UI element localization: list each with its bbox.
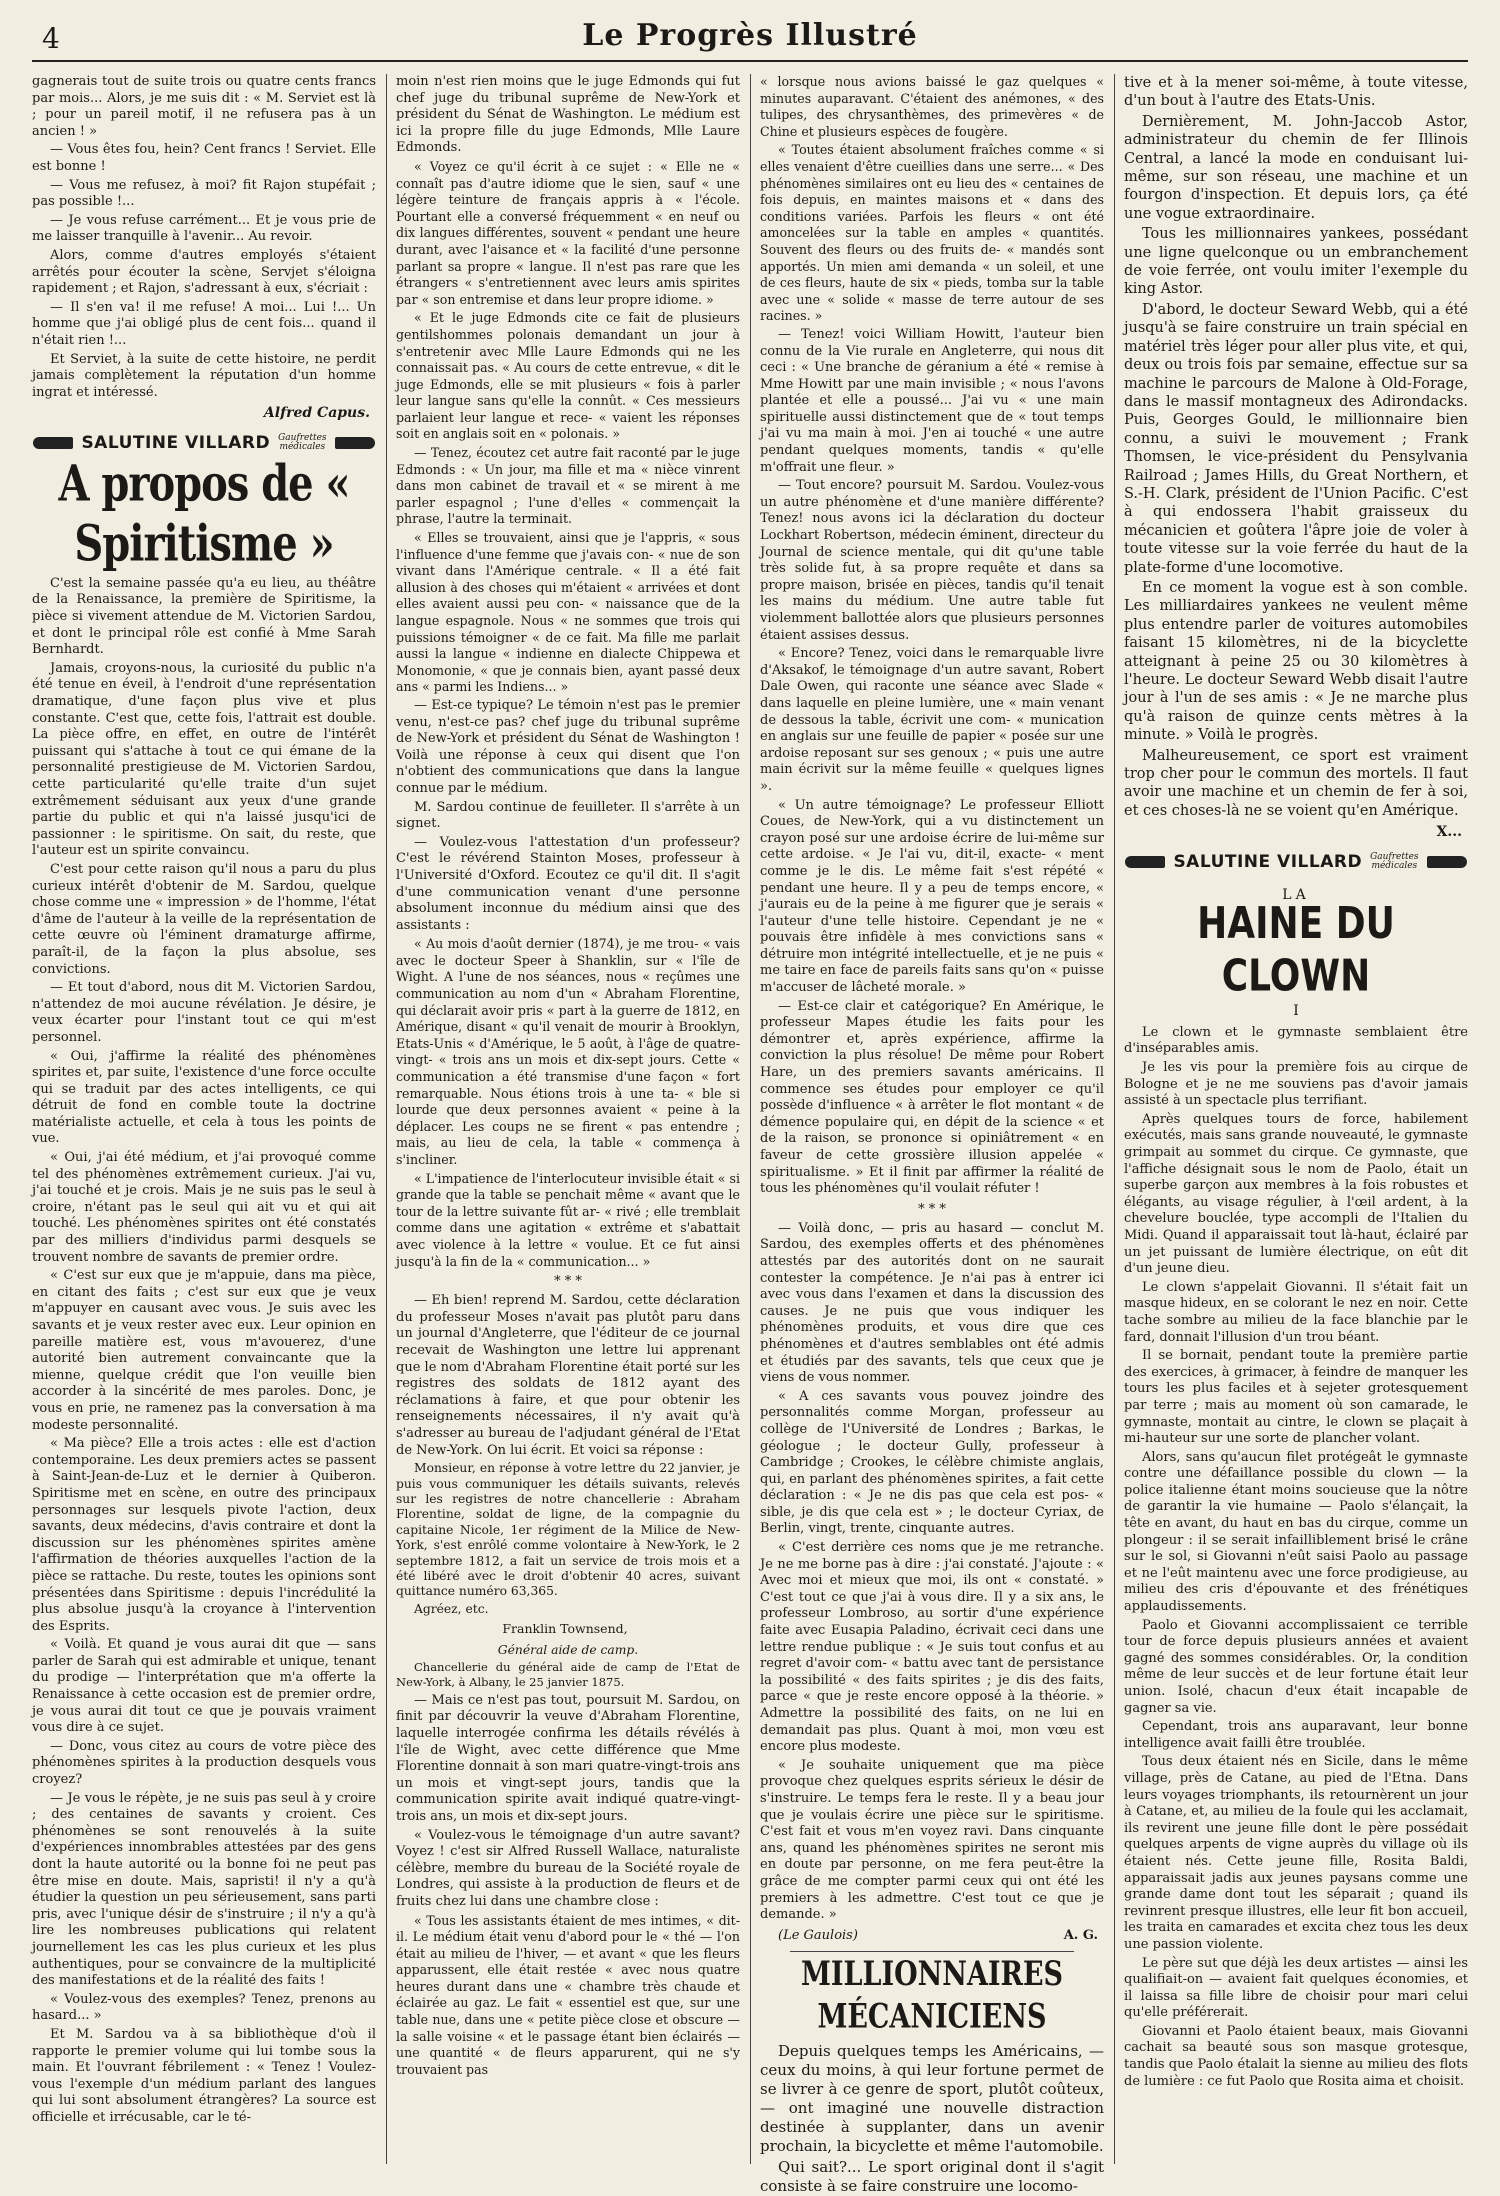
paragraph: Et M. Sardou va à sa bibliothèque d'où il rapporte le premier volume qui lui tombe sous la main. Et l'ouvrant fébrilement : « Tenez ! Voulez-vous l'exemple d'un médium parlant des langues qui lui sont absolument étrangères? La source est officielle et irrécusable, car le té- <box>32 2026 376 2125</box>
chapter-number: I <box>1293 1002 1299 1019</box>
paragraph: — Est-ce typique? Le témoin n'est pas le premier venu, n'est-ce pas? chef juge du tribunal suprême de New-York et président du Sénat de Washington ! Voilà une réponse à ceux qui disent que l'on n'obtient des communications que dans la langue connue par le médium. <box>396 697 740 796</box>
paragraph: — Est-ce clair et catégorique? En Amérique, le professeur Mapes étudie les faits pour les démontrer et, après expérience, affirme la conviction la plus résolue! De même pour Robert Hare, un des premiers savants américains. Il commence ses études pour employer ce qu'il possède d'influence « à arrêter le flot montant « de démence populaire qui, en dépit de la science « et de la raison, se prononce si opiniâtrement « en faveur de cette grossière illusion appelée « spiritualisme. » Et il finit par affirmer la réalité de tous les phénomènes qu'il voulait réfuter ! <box>760 998 1104 1197</box>
letter-signature-title: Général aide de camp. <box>497 1642 639 1657</box>
paragraph: — Tout encore? poursuit M. Sardou. Voulez-vous un autre phénomène et d'une manière différente? Tenez! nous avons ici la déclaration du docteur Lockhart Robertson, médecin éminent, directeur du Journal de science mentale, qui dit qu'une table très solide fut, à sa propre requête et dans sa propre maison, brisée en pièces, tandis qu'il tenait les mains du médium. Une autre table fut violemment ballottée alors que plusieurs personnes étaient assises dessus. <box>760 478 1104 643</box>
paragraph: « Toutes étaient absolument fraîches comme « si elles venaient d'être cueillies dans une serre... « Des phénomènes similaires ont eu lieu des « centaines de fois depuis, en maintes maisons et « dans des conditions variées. Parfois les fleurs « ont été amoncelées sur la table en amples « quantités. Souvent des fleurs ou des fruits de- « mandés sont apportés. Un mien ami demanda « un soleil, et une de ces fleurs, haute de six « pieds, tomba sur la table avec une « solide « masse de terre autour de ses racines. » <box>760 142 1104 324</box>
paragraph: Depuis quelques temps les Américains, — ceux du moins, à qui leur fortune permet de se livrer à ce genre de sport, plutôt coûteux, — ont imaginé une nouvelle distraction destinée à supplanter, dans un avenir prochain, la bicyclette et même l'automobile. <box>760 2041 1104 2155</box>
paragraph: Paolo et Giovanni accomplissaient ce terrible tour de force depuis plusieurs années et avaient gagné des sommes considérables. Or, la condition même de leur succès et de leur fortune était leur union. Isolé, chacun d'eux était incapable de gagner sa vie. <box>1124 1617 1468 1716</box>
section-separator: * * * <box>554 1274 582 1290</box>
paragraph: Dernièrement, M. John-Jaccob Astor, administrateur du chemin de fer Illinois Central, a lancé la mode en conduisant lui-même, sur son réseau, une machine et un fourgon d'inspection. Et depuis lors, ça été une vogue extraordinaire. <box>1124 113 1468 222</box>
paragraph: gagnerais tout de suite trois ou quatre cents francs par mois... Alors, je me suis dit : « M. Serviet est là ; pour un pareil motif, il ne refusera pas à un ancien ! » <box>32 74 376 139</box>
paragraph: « C'est derrière ces noms que je me retranche. Je ne me borne pas à dire : j'ai constaté. J'ajoute : « Avec moi et mieux que moi, ils ont « constaté. » C'est tout ce que j'ai à vous dire. Il y a six ans, le professeur Lombroso, au sortir d'une expérience faite avec Eusapia Paladino, écrivait ceci dans une lettre rendue publique : « Je suis tout confus et au regret d'avoir com- « battu avec tant de persistance la possibilité « des faits spirites ; je dis des faits, parce « que je reste encore opposé à la théorie. » Admettre la possibilité des faits, on ne lui en demandait pas plus. Quant à moi, mon vœu est encore plus modeste. <box>760 1540 1104 1755</box>
masthead <box>32 18 1468 62</box>
paragraph: « Ma pièce? Elle a trois actes : elle est d'action contemporaine. Les deux premiers actes se passent à Saint-Jean-de-Luz et le dernier à Quiberon. Spiritisme met en scène, en outre des principaux personnages sur lesquels pivote l'action, deux savants, deux médecins, d'avis contraire et dont la discussion sur les phénomènes spirites amène l'affirmation de théories auxquelles l'action de la pièce se rattache. Du reste, toutes les opinions sont présentées dans Spiritisme : depuis l'incrédulité la plus absolue jusqu'à la croyance à l'intervention des Esprits. <box>32 1436 376 1634</box>
paragraph: — Voulez-vous l'attestation d'un professeur? C'est le révérend Stainton Moses, professeur à l'Université d'Oxford. Ecoutez ce qu'il dit. Il s'agit d'une communication venant d'une personne absolument inconnue du médium ainsi que des assistants : <box>396 834 740 933</box>
paragraph: Après quelques tours de force, habilement exécutés, mais sans grande nouveauté, le gymnaste grimpait au sommet du cirque. Ce gymnaste, que l'affiche désignait sous le nom de Paolo, était un superbe garçon aux membres à la fois robustes et élégants, au visage régulier, à l'œil ardent, à la chevelure bouclée, type accompli de l'Italien du Midi. Quand il apparaissait tout là-haut, éclairé par un jet puissant de lumière électrique, on eût dit d'un jeune dieu. <box>1124 1111 1468 1277</box>
paragraph: « Voyez ce qu'il écrit à ce sujet : « Elle ne « connaît pas d'autre idiome que le sien, sauf « une légère teinture de français appris à « l'école. Pourtant elle a conversé fréquemment « en neuf ou dix langues différentes, souvent « pendant une heure durant, avec l'aisance et « la facilité d'une personne parlant sa propre « langue. Il n'est pas rare que les étrangers « s'entretiennent avec leurs amis spirites par « son entremise et dans leur propre idiome. » <box>396 158 740 307</box>
paragraph: tive et à la mener soi-même, à toute vitesse, d'un bout à l'autre des Etats-Unis. <box>1124 75 1468 110</box>
pointing-hand-icon <box>335 437 375 449</box>
paragraph: Tous deux étaient nés en Sicile, dans le même village, près de Catane, au pied de l'Etna. Dans leurs voyages triomphants, ils retournèrent un jour à Catane, et, au milieu de la foule qui les acclamait, ils revirent une jeune fille dont le père possédait quelques arpents de vigne auprès du village où ils étaient nés. Cette jeune fille, Rosita Baldi, apparaissait jadis aux jeunes paysans comme une grande dame dont tout les séparait ; quand ils revinrent presque illustres, elle leur fit bon accueil, les traita en camarades et excita chez tous les deux une passion violente. <box>1124 1754 1468 1952</box>
column-rule <box>386 74 387 2164</box>
quoted-letter <box>396 1461 740 1691</box>
paragraph: « Au mois d'août dernier (1874), je me trou- « vais avec le docteur Speer à Shanklin, sur « l'île de Wight. A l'une de nos séances, nous « reçûmes une communication au nom d'un « Abraham Florentine, qui déclarait avoir pris « part à la guerre de 1812, en Amérique, disant « qu'il venait de mourir à Brooklyn, Etats-Unis « d'Amérique, le 5 août, à l'âge de quatre-vingt- « trois ans un mois et dix-sept jours. Cette « communication a été transmise d'une façon « fort remarquable. Nous étions trois à une ta- « ble si lourde que deux personnes avaient « peine à la déplacer. Les coups ne se firent « pas entendre ; mais, au lieu de cela, la table « commença à s'incliner. <box>396 936 740 1167</box>
paragraph: « Un autre témoignage? Le professeur Elliott Coues, de New-York, qui a vu distinctement un crayon posé sur une ardoise écrire de lui-même sur cette ardoise. « Je l'ai vu, dit-il, exacte- « ment comme je le dis. Le même fait s'est répété « pendant une heure. Il y a peu de temps encore, « j'aurais eu de la peine à me figurer que je serais « l'auteur d'une telle histoire. Cependant je ne « pouvais être infidèle à mes convictions sans « détruire mon intégrité intellectuelle, et je ne puis « me taire en face de pareils faits sans qu'on « puisse m'accuser de lâcheté morale. » <box>760 797 1104 996</box>
article-headline: A propos de « Spiritisme » <box>58 453 350 573</box>
column-3 <box>760 74 1104 2195</box>
paragraph: Le clown s'appelait Giovanni. Il s'était fait un masque hideux, en se colorant le nez en noir. Cette tache sombre au milieu de la face blanchie par le fard, donnait l'illusion d'un trou béant. <box>1124 1279 1468 1345</box>
paragraph: — Je vous refuse carrément... Et je vous prie de me laisser tranquille à l'avenir... Au revoir. <box>32 212 376 245</box>
section-separator: * * * <box>918 1201 946 1217</box>
paragraph: M. Sardou continue de feuilleter. Il s'arrête à un signet. <box>396 799 740 832</box>
paragraph: Malheureusement, ce sport est vraiment trop cher pour le commun des mortels. Il faut avoir une machine et un chemin de fer à soi, et ces choses-là ne se voient qu'en Amérique. <box>1124 747 1468 819</box>
advertisement-banner <box>32 430 376 456</box>
story-title-prefix: LA <box>1282 886 1310 903</box>
paragraph: Alors, comme d'autres employés s'étaient arrêtés pour écouter la scène, Servjet s'éloigna rapidement ; et Rajon, s'adressant à eux, s'écriait : <box>32 247 376 297</box>
paragraph: « Tous les assistants étaient de mes intimes, « dit-il. Le médium était venu d'abord pour le « thé — l'on était au milieu de l'hiver, — et avant « que les fleurs apparussent, elle était restée « avec nous quatre heures durant dans une « chambre très chaude et éclairée au gaz. Le fait « essentiel est que, sur une table nue, dans une « petite pièce close et obscure — la salle voisine « et le passage étant bien éclairés — une quantité « de fleurs apparurent, qui ne s'y trouvaient pas <box>396 1912 740 2077</box>
column-2 <box>396 74 740 2164</box>
paragraph: Monsieur, en réponse à votre lettre du 22 janvier, je puis vous communiquer les détails suivants, relevés sur les registres de notre chancellerie : Abraham Florentine, soldat de ligne, de la compagnie du capitaine Nicole, 1er régiment de la Milice de New-York, s'est enrôlé comme volontaire à New-York, le 2 septembre 1812, a fait un service de trois mois et a été libéré avec le droit d'obtenir 40 acres, suivant quittance numéro 63,365. <box>396 1461 740 1599</box>
pointing-hand-icon <box>1427 856 1467 868</box>
author-signature: Alfred Capus. <box>263 405 370 422</box>
page-number: 4 <box>42 22 60 55</box>
source-credit: (Le Gaulois) <box>778 1927 858 1943</box>
paragraph: — Donc, vous citez au cours de votre pièce des phénomènes spirites à la production desquels vous croyez? <box>32 1738 376 1788</box>
paragraph: — Eh bien! reprend M. Sardou, cette déclaration du professeur Moses n'avait pas plutôt paru dans un journal d'Angleterre, que l'éditeur de ce journal recevait de Washington une lettre lui apprenant que le nom d'Abraham Florentine était porté sur les registres des soldats de 1812 ayant des réclamations à faire, et que pour obtenir les renseignements nécessaires, il n'y avait qu'à s'adresser au bureau de l'adjudant général de l'Etat de New-York. On lui écrit. Et voici sa réponse : <box>396 1293 740 1458</box>
paragraph: C'est la semaine passée qu'a eu lieu, au théâtre de la Renaissance, la première de Spiritisme, la pièce si vivement attendue de M. Victorien Sardou, et dont le principal rôle est confié à Mme Sarah Bernhardt. <box>32 575 376 658</box>
pointing-hand-icon <box>33 437 73 449</box>
article-headline: MILLIONNAIRES MÉCANICIENS <box>800 1954 1064 2036</box>
columns <box>32 74 1468 2195</box>
column-rule <box>750 74 751 2164</box>
author-initials: A. G. <box>1063 1927 1098 1943</box>
ad-tagline: Gaufrettes médicales <box>278 432 327 452</box>
paragraph: Qui sait?... Le sport original dont il s'agit consiste à se faire construire une locomo- <box>760 2157 1104 2195</box>
paragraph: Le père sut que déjà les deux artistes — ainsi les qualifiait-on — avaient fait quelques économies, et il laissa sa fille libre de choisir pour mari celui qu'elle préférerait. <box>1124 1955 1468 2021</box>
paragraph: « Elles se trouvaient, ainsi que je l'appris, « sous l'influence d'une femme que j'avais con- « nue de son vivant dans l'Amérique centrale. « Il a été fait allusion à des choses qui m'étaient « arrivées et dont elles avaient aussi peu con- « naissance que de la langue espagnole. Nous « ne sommes que trois qui puissions témoigner « de ce fait. Ma fille me parlait aussi la langue « indienne en dialecte Chippewa et Monomonie, « que je connais bien, ayant passé deux ans « parmi les Indiens... » <box>396 530 740 695</box>
paragraph: Le clown et le gymnaste semblaient être d'inséparables amis. <box>1124 1024 1468 1057</box>
paragraph: « Voulez-vous le témoignage d'un autre savant? Voyez ! c'est sir Alfred Russell Wallace, naturaliste célèbre, membre du bureau de la Société royale de Londres, qui assiste à la production de fleurs et de fruits chez lui dans une chambre close : <box>396 1827 740 1909</box>
paragraph: Cependant, trois ans auparavant, leur bonne intelligence avait failli être troublée. <box>1124 1719 1468 1751</box>
paragraph: — Il s'en va! il me refuse! A moi... Lui !... Un homme que j'ai obligé plus de cent fois... quand il n'était rien !... <box>32 299 376 348</box>
paragraph: — Tenez! voici William Howitt, l'auteur bien connu de la Vie rurale en Angleterre, qui nous dit ceci : « Une branche de géranium a été « remise à Mme Howitt par une main invisible ; « nous l'avons plantée et elle a poussé... J'ai vu « une main spirituelle aussi distinctement que de « tout temps j'ai vu ma main à moi. J'en ai touché « une autre pendant quelques moments, tandis « qu'elle m'offrait une fleur. » <box>760 326 1104 475</box>
paragraph: Il se bornait, pendant toute la première partie des exercices, à grimacer, à feindre de manquer les tours les plus faciles et à sejeter grotesquement par terre ; mais au moment où son camarade, le gymnaste, montait au cintre, le clown se plaçait à mi-hauteur sur une sorte de plancher volant. <box>1124 1348 1468 1447</box>
paragraph: Et Serviet, à la suite de cette histoire, ne perdit jamais complètement la réputation d'un homme ingrat et intéressé. <box>32 351 376 400</box>
paragraph: C'est pour cette raison qu'il nous a paru du plus curieux intérêt d'obtenir de M. Sardou, quelque chose comme une « impression » de l'homme, l'état d'âme de l'auteur à la veille de la représentation de cette œuvre où l'éminent dramaturge affirme, paraît-il, de la façon la plus absolue, ses convictions. <box>32 861 376 977</box>
column-4 <box>1124 74 1468 2164</box>
column-rule <box>1114 74 1115 2164</box>
ad-brand: SALUTINE VILLARD <box>81 432 271 453</box>
advertisement-banner <box>1124 849 1468 875</box>
paragraph: D'abord, le docteur Seward Webb, qui a été jusqu'à se faire construire un train spécial en matériel très léger pour aller plus vite, et qui, deux ou trois fois par semaine, effectue sur sa machine le parcours de Malone à Old-Forage, dans le massif montagneux des Adirondacks. Puis, Georges Gould, le millionnaire bien connu, a suivi le mouvement ; Frank Thomsen, le vice-président du Pensylvania Railroad ; James Hills, du Great Northern, et S.-H. Clark, président de l'Union Pacific. C'est à qui endossera l'habit graisseux du mécanicien et goûtera l'âpre joie de voler à toute vitesse sur la voie ferrée du haut de la plate-forme d'une locomotive. <box>1124 301 1468 576</box>
paragraph: moin n'est rien moins que le juge Edmonds qui fut chef juge du tribunal suprême de New-York et président du Sénat de Washington. Le médium est ici la propre fille du juge Edmonds, Mlle Laure Edmonds. <box>396 74 740 156</box>
paragraph: Giovanni et Paolo étaient beaux, mais Giovanni cachait sa beauté sous son masque grotesque, tandis que Paolo étalait la sienne au milieu des flots de lumière : ce fut Paolo que Rosita aima et choisit. <box>1124 2023 1468 2089</box>
paragraph: — Vous me refusez, à moi? fit Rajon stupéfait ; pas possible !... <box>32 177 376 210</box>
paragraph: « Je souhaite uniquement que ma pièce provoque chez quelques esprits sérieux le désir de s'instruire. Le temps fera le reste. Il y a beau jour que je voulais écrire une pièce sur le spiritisme. C'est fait et vous m'en voyez ravi. Dans cinquante ans, quand les phénomènes spirites ne seront mis en doute par personne, on me fera peut-être la grâce de me compter parmi ceux qui ont été les premiers à les admettre. C'est tout ce que je demande. » <box>760 1757 1104 1923</box>
paragraph: « A ces savants vous pouvez joindre des personnalités comme Morgan, professeur au collège de l'Université de Londres ; Barkas, le géologue ; le docteur Gully, professeur à Cambridge ; Crookes, le célèbre chimiste anglais, qui, en parlant des phénomènes spirites, a fait cette déclaration : « Je ne dis pas que cela est pos- « sible, je dis que cela est » ; le docteur Cyriax, de Berlin, vingt, trente, cinquante autres. <box>760 1388 1104 1537</box>
ad-tagline: Gaufrettes médicales <box>1370 851 1419 871</box>
ad-brand: SALUTINE VILLARD <box>1173 851 1363 872</box>
paragraph: « Encore? Tenez, voici dans le remarquable livre d'Aksakof, le témoignage d'un autre savant, Robert Dale Owen, qui raconte une séance avec Slade « dans laquelle en pleine lumière, une « main venant de dessous la table, écrivit une com- « munication en anglais sur une feuille de papier « posée sur une ardoise reposant sur ses genoux ; « puis une autre main écrivit sur la même feuille « quelques lignes ». <box>760 646 1104 794</box>
pointing-hand-icon <box>1125 856 1165 868</box>
paragraph: — Et tout d'abord, nous dit M. Victorien Sardou, n'attendez de moi aucune révélation. Je désire, je veux écarter pour l'instant tout ce qui m'est personnel. <box>32 980 376 1045</box>
newspaper-page <box>32 18 1468 2195</box>
paragraph: Chancellerie du général aide de camp de l'Etat de New-York, à Albany, le 25 janvier 1875. <box>396 1659 740 1690</box>
article-credits <box>778 1928 1098 1943</box>
paragraph: Jamais, croyons-nous, la curiosité du public n'a été tenue en éveil, à l'endroit d'une représentation dramatique, d'une façon plus vive et plus constante. C'est que, cette fois, l'attrait est double. La pièce offre, en effet, en outre de l'intérêt puissant qui s'attache à tout ce qui émane de la personnalité prestigieuse de M. Victorien Sardou, cette particularité qu'elle traite d'un sujet extrêmement séduisant aux yeux d'une grande partie du public et qui n'a laissé jusqu'ici de passionner : le spiritisme. On sait, du reste, que l'auteur est un spirite convaincu. <box>32 660 376 859</box>
paragraph: « Oui, j'affirme la réalité des phénomènes spirites et, par suite, l'existence d'une force occulte qui se traduit par des actes intelligents, ce qui détruit de fond en comble toute la doctrine matérialiste actuelle, et cela à tous les points de vue. <box>32 1048 376 1147</box>
paragraph: « Voulez-vous des exemples? Tenez, prenons au hasard... » <box>32 1991 376 2024</box>
paragraph: — Vous êtes fou, hein? Cent francs ! Serviet. Elle est bonne ! <box>32 142 376 174</box>
paragraph: — Tenez, écoutez cet autre fait raconté par le juge Edmonds : « Un jour, ma fille et ma « nièce vinrent dans mon cabinet de travail et « se mirent à me parler espagnol ; l'une d'elles « commençait la phrase, l'autre la terminait. <box>396 445 740 527</box>
paragraph: — Voilà donc, — pris au hasard — conclut M. Sardou, des exemples offerts et des phénomènes attestés par des autorités dont on ne saurait contester la compétence. Je n'ai pas à entrer ici avec vous dans l'examen et dans la discussion des causes. Je ne puis que vous indiquer les phénomènes produits, et vous dire que ces phénomènes et d'autres semblables ont été admis et étudiés par des savants, tels que ceux que je viens de vous nommer. <box>760 1220 1104 1386</box>
letter-signature: Franklin Townsend, <box>502 1621 628 1637</box>
paragraph: Agréez, etc. <box>414 1601 489 1616</box>
paragraph: « L'impatience de l'interlocuteur invisible était « si grande que la table se penchait même « avant que le tour de la lettre suivante fût ar- « rivé ; elle tremblait comme dans une agitation « extrême et s'abattait avec violence à la lettre « voulue. Et ce fut ainsi jusqu'à la fin de la « communication... » <box>396 1170 740 1269</box>
divider <box>790 1951 1074 1952</box>
column-1 <box>32 74 376 2164</box>
paragraph: « lorsque nous avions baissé le gaz quelques « minutes auparavant. C'étaient des anémones, « des tulipes, des chrysanthèmes, des primevères « de Chine et plusieurs espèces de fougère. <box>760 74 1104 139</box>
paragraph: En ce moment la vogue est à son comble. Les milliardaires yankees ne veulent même plus entendre parler de voitures automobiles faisant 15 kilomètres, ni de la bicyclette atteignant à peine 25 ou 30 kilomètres à l'heure. Le docteur Seward Webb disait l'autre jour à l'un de ses amis : « Je ne marche plus qu'à raison de quinze cents mètres à la minute. » Voilà le progrès. <box>1124 579 1468 744</box>
paragraph: Je les vis pour la première fois au cirque de Bologne et je ne me souviens pas d'avoir jamais assisté à un spectacle plus terrifiant. <box>1124 1060 1468 1109</box>
paragraph: — Je vous le répète, je ne suis pas seul à y croire ; des centaines de savants y croient. Ces phénomènes se sont renouvelés à la suite d'expériences innombrables attestées par des gens dont la haute autorité ou la bonne foi ne peut pas être mise en doute. Mais, sapristi! il n'y a qu'à étudier la question un peu sérieusement, sans parti pris, avec l'unique désir de s'instruire ; il n'y a qu'à lire les nombreuses publications qui relatent journellement les cas les plus curieux et les plus authentiques, pour se convaincre de la multiplicité des manifestations et de la réalité des faits ! <box>32 1790 376 1989</box>
story-title: HAINE DU CLOWN <box>1197 899 1395 1002</box>
paragraph: Alors, sans qu'aucun filet protégeât le gymnaste contre une défaillance possible du clown — la police italienne étant moins soucieuse que la nôtre de garantir la vie humaine — Paolo s'élançait, la tête en avant, du haut en bas du cirque, comme un plongeur : il se serait infailliblement brisé le crâne sur le sol, si Giovanni n'eût saisi Paolo au passage et ne l'eût maintenu avec une force prodigieuse, au milieu des cris d'épouvante et des frénétiques applaudissements. <box>1124 1449 1468 1615</box>
newspaper-title: Le Progrès Illustré <box>582 18 918 53</box>
paragraph: « C'est sur eux que je m'appuie, dans ma pièce, en citant des faits ; c'est sur eux que je veux m'appuyer en causant avec vous. Je suis avec les savants et je veux rester avec eux. Leur opinion en pareille matière est, vous m'avouerez, d'une autorité bien autrement convaincante que la mienne, quelque crédit que l'on veuille bien accorder à la sincérité de mes paroles. Donc, je vous en prie, ne ramenez pas la conversation à ma modeste personnalité. <box>32 1268 376 1433</box>
paragraph: « Oui, j'ai été médium, et j'ai provoqué comme tel des phénomènes extrêmement curieux. J'ai vu, j'ai touché et je crois. Mais je ne suis pas le seul à croire, n'étant pas le seul qui ait vu et qui ait touché. Les phénomènes spirites ont été constatés par des milliers d'individus parmi desquels se trouvent nombre de savants de premier ordre. <box>32 1150 376 1265</box>
paragraph: Tous les millionnaires yankees, possédant une ligne quelconque ou un embranchement de voie ferrée, ont voulu imiter l'exemple du king Astor. <box>1124 226 1468 298</box>
paragraph: « Et le juge Edmonds cite ce fait de plusieurs gentilshommes polonais demandant un jour à s'entretenir avec Mlle Laure Edmonds qui ne les connaissait pas. « Au cours de cette entrevue, « dit le juge Edmonds, elle se mit plusieurs « fois à parler leur langue sans qu'elle la connût. « Ces messieurs parlaient leur langue et rece- « vaient les réponses soit en anglais soit en « polonais. » <box>396 310 740 442</box>
paragraph: — Mais ce n'est pas tout, poursuit M. Sardou, on finit par découvrir la veuve d'Abraham Florentine, laquelle interrogée confirma les détails révélés à l'île de Wight, avec cette différence que Mme Florentine donnait à son mari quatre-vingt-trois ans un mois et vingt-sept jours, tandis que la communication spirite avait indiqué quatre-vingt-trois ans, un mois et dix-sept jours. <box>396 1692 740 1824</box>
author-signature: X... <box>1436 824 1462 841</box>
paragraph: « Voilà. Et quand je vous aurai dit que — sans parler de Sarah qui est admirable et unique, tenant du prodige — l'interprétation que m'a offerte la Renaissance à cette occasion est de premier ordre, je vous aurai dit tout ce que je pouvais vraiment vous dire à ce sujet. <box>32 1637 376 1736</box>
